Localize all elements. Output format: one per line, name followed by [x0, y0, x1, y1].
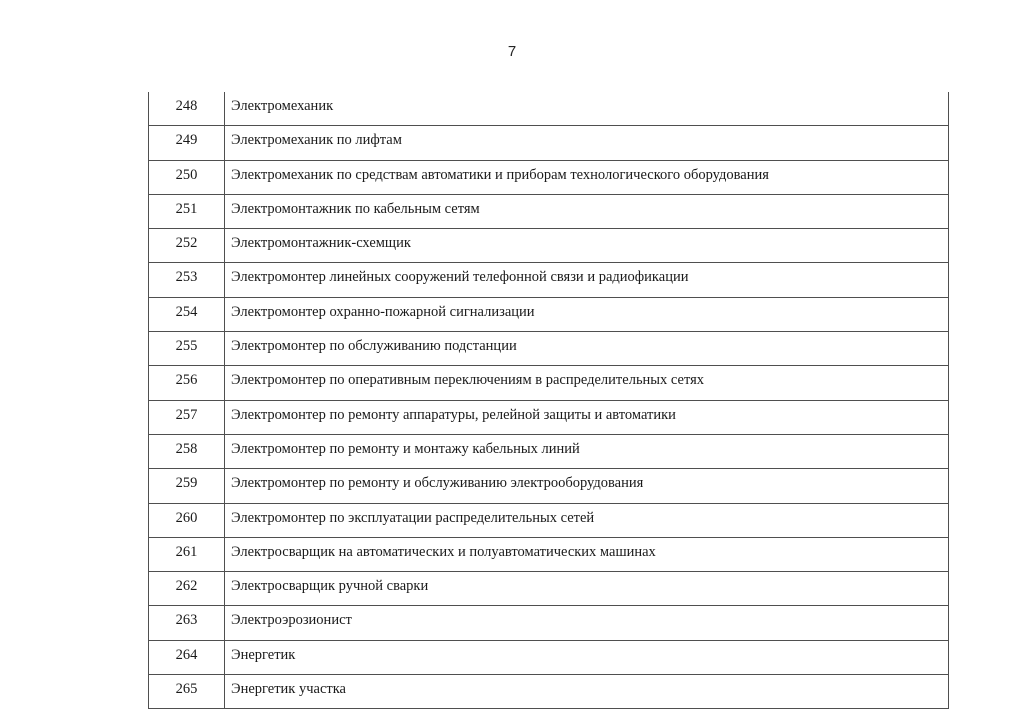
job-title-cell: Электромеханик	[225, 92, 949, 126]
table-row	[149, 572, 949, 606]
job-list-table-body	[149, 92, 949, 709]
row-number-cell: 259	[149, 469, 225, 503]
row-number-cell: 260	[149, 503, 225, 537]
table-row	[149, 366, 949, 400]
row-number-cell: 249	[149, 126, 225, 160]
job-list-table-container	[148, 92, 948, 709]
table-row	[149, 160, 949, 194]
row-number-cell: 255	[149, 332, 225, 366]
row-number-cell: 265	[149, 675, 225, 709]
job-title-cell: Электросварщик ручной сварки	[225, 572, 949, 606]
table-row	[149, 229, 949, 263]
row-number-cell: 253	[149, 263, 225, 297]
job-title-cell: Электросварщик на автоматических и полуавтоматических машинах	[225, 537, 949, 571]
job-list-table	[148, 92, 949, 709]
row-number-cell: 251	[149, 194, 225, 228]
row-number-cell: 248	[149, 92, 225, 126]
table-row	[149, 434, 949, 468]
job-title-cell: Электромеханик по средствам автоматики и приборам технологического оборудования	[225, 160, 949, 194]
job-title-cell: Электромонтер по обслуживанию подстанции	[225, 332, 949, 366]
row-number-cell: 264	[149, 640, 225, 674]
job-title-cell: Электромонтер охранно-пожарной сигнализации	[225, 297, 949, 331]
table-row	[149, 263, 949, 297]
table-row	[149, 194, 949, 228]
row-number-cell: 254	[149, 297, 225, 331]
table-row	[149, 675, 949, 709]
job-title-cell: Электроэрозионист	[225, 606, 949, 640]
row-number-cell: 256	[149, 366, 225, 400]
job-title-cell: Электромонтер по оперативным переключениям в распределительных сетях	[225, 366, 949, 400]
job-title-cell: Электромонтер по ремонту и монтажу кабельных линий	[225, 434, 949, 468]
job-title-cell: Электромонтажник-схемщик	[225, 229, 949, 263]
table-row	[149, 640, 949, 674]
row-number-cell: 262	[149, 572, 225, 606]
table-row	[149, 332, 949, 366]
job-title-cell: Электромонтер по ремонту аппаратуры, релейной защиты и автоматики	[225, 400, 949, 434]
row-number-cell: 258	[149, 434, 225, 468]
row-number-cell: 252	[149, 229, 225, 263]
row-number-cell: 257	[149, 400, 225, 434]
job-title-cell: Электромонтер линейных сооружений телефонной связи и радиофикации	[225, 263, 949, 297]
table-row	[149, 400, 949, 434]
job-title-cell: Электромонтер по эксплуатации распределительных сетей	[225, 503, 949, 537]
table-row	[149, 469, 949, 503]
job-title-cell: Электромонтажник по кабельным сетям	[225, 194, 949, 228]
row-number-cell: 263	[149, 606, 225, 640]
job-title-cell: Электромонтер по ремонту и обслуживанию электрооборудования	[225, 469, 949, 503]
job-title-cell: Энергетик участка	[225, 675, 949, 709]
row-number-cell: 250	[149, 160, 225, 194]
table-row	[149, 537, 949, 571]
job-title-cell: Электромеханик по лифтам	[225, 126, 949, 160]
table-row	[149, 503, 949, 537]
row-number-cell: 261	[149, 537, 225, 571]
table-row	[149, 126, 949, 160]
page-number: 7	[507, 43, 517, 60]
table-row	[149, 92, 949, 126]
job-title-cell: Энергетик	[225, 640, 949, 674]
table-row	[149, 606, 949, 640]
table-row	[149, 297, 949, 331]
